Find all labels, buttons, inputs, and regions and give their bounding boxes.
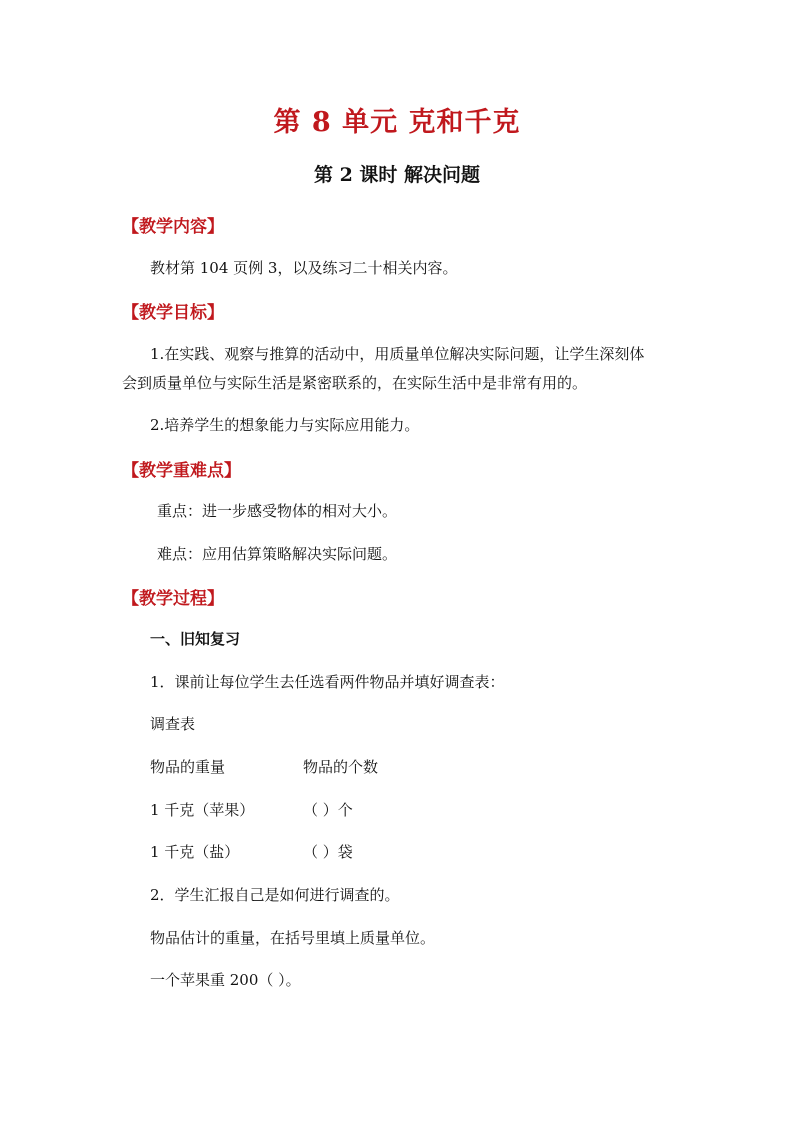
teaching-content-text: 教材第 104 页例 3，以及练习二十相关内容。 <box>150 259 458 277</box>
heading-teaching-objectives: 【教学目标】 <box>122 303 224 323</box>
objective-1-line-1: 1.在实践、观察与推算的活动中，用质量单位解决实际问题，让学生深刻体 <box>150 345 645 363</box>
step-2-text: 2．学生汇报自己是如何进行调查的。 <box>150 886 400 904</box>
lesson-subtitle: 第 2 课时 解决问题 <box>313 164 481 186</box>
step-1-text: 1．课前让每位学生去任选看两件物品并填好调查表： <box>150 673 505 691</box>
table-row-apple-weight: 1 千克（苹果） <box>150 801 255 819</box>
estimate-instruction: 物品估计的重量，在括号里填上质量单位。 <box>150 929 436 947</box>
heading-teaching-process: 【教学过程】 <box>122 589 224 609</box>
objective-2: 2.培养学生的想象能力与实际应用能力。 <box>150 416 420 434</box>
key-point: 重点：进一步感受物体的相对大小。 <box>157 502 398 520</box>
table-header-count: 物品的个数 <box>303 758 379 776</box>
table-row-apple-count: （ ）个 <box>303 801 353 819</box>
part-1-heading: 一、旧知复习 <box>150 630 241 648</box>
objective-1-line-2: 会到质量单位与实际生活是紧密联系的，在实际生活中是非常有用的。 <box>122 374 588 392</box>
heading-key-difficult-points: 【教学重难点】 <box>122 461 241 481</box>
table-row-salt-weight: 1 千克（盐） <box>150 843 240 861</box>
difficult-point: 难点：应用估算策略解决实际问题。 <box>157 545 398 563</box>
table-row-salt-count: （ ）袋 <box>303 843 353 861</box>
survey-title: 调查表 <box>150 715 196 733</box>
page-title: 第 8 单元 克和千克 <box>273 107 521 138</box>
heading-teaching-content: 【教学内容】 <box>122 217 224 237</box>
apple-weight-question: 一个苹果重 200（ ）。 <box>150 971 301 989</box>
table-header-weight: 物品的重量 <box>150 758 226 776</box>
